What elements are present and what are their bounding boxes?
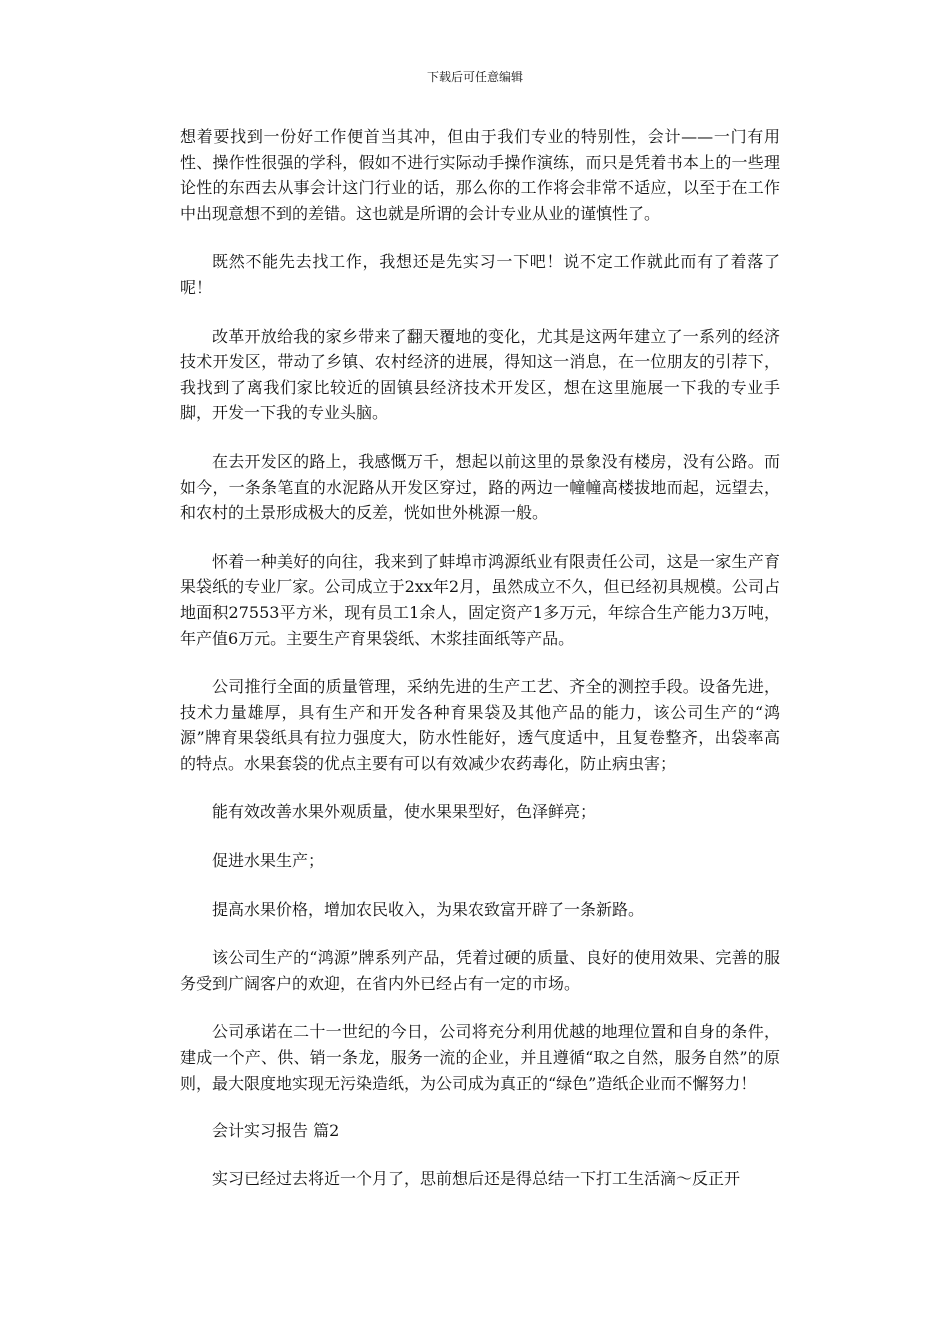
paragraph-1: 想着要找到一份好工作便首当其冲，但由于我们专业的特别性，会计——一门有用性、操作性很强的学科，假如不进行实际动手操作演练，而只是凭着书本上的一些理论性的东西去从事会计这门行业的话，那么你的工作将会非常不适应，以至于在工作中出现意想不到的差错。这也就是所谓的会计专业从业的谨慎性了。 [180,127,780,223]
page-header: 下载后可任意编辑 [426,70,523,84]
paragraph-8: 促进水果生产； [212,851,325,871]
paragraph-12: 实习已经过去将近一个月了，思前想后还是得总结一下打工生活滴～反正开 [212,1168,741,1188]
paragraph-7: 能有效改善水果外观质量，使水果果型好，色泽鲜亮； [212,802,597,822]
paragraph-3: 改革开放给我的家乡带来了翻天覆地的变化，尤其是这两年建立了一系列的经济技术开发区，带动了乡镇、农村经济的进展，得知这一消息，在一位朋友的引荐下，我找到了离我们家比较近的固镇县经济技术开发区，想在这里施展一下我的专业手脚，开发一下我的专业头脑。 [180,326,780,423]
paragraph-10: 该公司生产的“鸿源”牌系列产品，凭着过硬的质量、良好的使用效果、完善的服务受到广阔客户的欢迎，在省内外已经占有一定的市场。 [180,948,780,993]
paragraph-11: 公司承诺在二十一世纪的今日，公司将充分利用优越的地理位置和自身的条件，建成一个产、供、销一条龙，服务一流的企业，并且遵循“取之自然，服务自然”的原则，最大限度地实现无污染造纸，为公司成为真正的“绿色”造纸企业而不懈努力！ [180,1022,780,1093]
paragraph-6: 公司推行全面的质量管理，采纳先进的生产工艺、齐全的测控手段。设备先进，技术力量雄厚，具有生产和开发各种育果袋及其他产品的能力，该公司生产的“鸿源”牌育果袋纸具有拉力强度大，防水性能好，透气度适中，且复卷整齐，出袋率高的特点。水果套袋的优点主要有可以有效减少农药毒化，防止病虫害； [180,677,780,773]
paragraph-2: 既然不能先去找工作，我想还是先实习一下吧！说不定工作就此而有了着落了呢！ [180,252,780,297]
section-heading: 会计实习报告 篇2 [212,1121,340,1141]
paragraph-5: 怀着一种美好的向往，我来到了蚌埠市鸿源纸业有限责任公司，这是一家生产育果袋纸的专业厂家。公司成立于2xx年2月，虽然成立不久，但已经初具规模。公司占地面积27553平方米，现有员工1余人，固定资产1多万元，年综合生产能力3万吨，年产值6万元。主要生产育果袋纸、木浆挂面纸等产品。 [180,551,780,648]
paragraph-4: 在去开发区的路上，我感慨万千，想起以前这里的景象没有楼房，没有公路。而如今，一条条笔直的水泥路从开发区穿过，路的两边一幢幢高楼拔地而起，远望去，和农村的土景形成极大的反差，恍如世外桃源一般。 [180,451,780,523]
document-body [180,124,780,1191]
paragraph-9: 提高水果价格，增加农民收入，为果农致富开辟了一条新路。 [212,899,645,919]
